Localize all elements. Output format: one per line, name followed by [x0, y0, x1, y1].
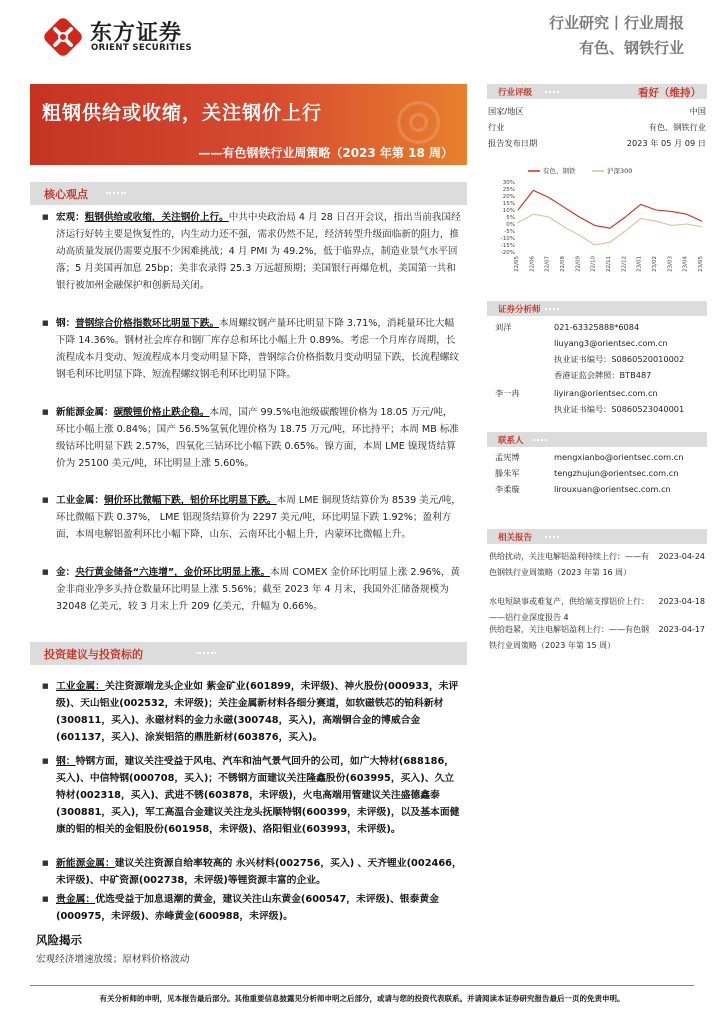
analyst-license: 执业证书编号：S0860520010002 [554, 354, 685, 364]
y-tick-label: -10% [500, 236, 515, 242]
footer-disclaimer: 有关分析师的申明，见本报告最后部分。其他重要信息披露见分析师申明之后部分，或请与您的投资代表联系。并请阅读本证券研究报告最后一页的免责申明。 [30, 985, 694, 1004]
invest-point: ■ 工业金属：关注资源端龙头企业如 紫金矿业(601899，未评级)、神火股份(000933，未评级)、天山铝业(002532，未评级)；关注金属新材料各细分赛道，如软磁铁芯的铂科新材(300811，买入)、永磁材料的金力永磁(300748，买入)，高端铜合金的博威合金(601137，买入)、涂炭铝箔的鼎胜新材(603876，买入)。 [42, 678, 462, 746]
info-row: 行业 有色、钢铁行业 [488, 122, 706, 132]
core-point-text: 本周 COMEX 金价环比明显上涨 2.96%，黄金非商业净多头持仓数量环比明显上涨 5.56%；截至 2023 年 4 月末，我国外汇储备规模为 32048 亿美元，较 3 月末上升 209 亿美元，升幅为 0.66%。 [56, 567, 461, 612]
contacts-header [487, 432, 707, 447]
y-tick-label: 10% [502, 208, 515, 214]
contact-name: 滕朱军 [495, 468, 520, 478]
x-tick-label: 22/12 [621, 256, 628, 272]
series-line [518, 214, 702, 245]
core-point: ■ 金：央行黄金储备“六连增”，金价环比明显上涨。本周 COMEX 金价环比明显上涨 2.96%，黄金非商业净多头持仓数量环比明显上涨 5.56%；截至 2023 年 4 月末，我国外汇储备规模为 32048 亿美元，较 3 月末上升 209 亿美元，升幅为 0.66%。 [42, 564, 462, 615]
core-point-key: 粗钢供给或收缩，关注钢价上行。 [84, 212, 229, 223]
section-invest-title: 投资建议与投资标的 [44, 648, 143, 661]
core-point: ■ 新能源金属：碳酸锂价格止跌企稳。本周，国产 99.5%电池级碳酸锂价格为 18.05 万元/吨，环比小幅上涨 0.84%；国产 56.5%氢氧化锂价格为 18.75 万元/吨，环比持平；本周 MB 标准级钴环比明显下跌 2.57%，四氧化三钴环比小幅下跌 0.65%。镍方面，本周 LME 镍现货结算价为 25100 美元/吨，环比明显上涨 5.60%。 [42, 404, 462, 472]
x-tick-label: 23/04 [682, 256, 689, 272]
logo-en: ORIENT SECURITIES [91, 43, 193, 53]
contact-email[interactable]: lirouxuan@orientsec.com.cn [554, 484, 671, 494]
invest-point: ■ 贵金属：优选受益于加息退潮的黄金，建议关注山东黄金(600547，未评级)、银泰黄金(000975，未评级)、赤峰黄金(600988，未评级)。 [42, 891, 462, 925]
y-tick-label: 30% [502, 180, 515, 186]
analyst-email[interactable]: liyiran@orientsec.com.cn [554, 388, 658, 398]
section-core-title: 核心观点 [44, 188, 88, 201]
performance-chart [488, 162, 706, 284]
analyst-name: 刘洋 [495, 322, 512, 332]
x-tick-label: 23/03 [667, 256, 674, 272]
analysts-header [487, 301, 707, 316]
related-report-date: 2023-04-18 [658, 597, 705, 606]
analysts-label: 证券分析师 [498, 305, 541, 315]
analyst-email[interactable]: liuyang3@orientsec.com.cn [554, 338, 668, 348]
page-title: 粗钢供给或收缩，关注钢价上行 [42, 102, 323, 124]
x-tick-label: 22/06 [529, 256, 536, 272]
y-tick-label: 0% [506, 222, 515, 228]
analyst-name: 李一冉 [495, 388, 520, 398]
related-report-date: 2023-04-24 [658, 552, 705, 561]
x-tick-label: 22/09 [575, 256, 582, 272]
y-tick-label: 20% [502, 194, 515, 200]
core-point: ■ 宏观：粗钢供给或收缩，关注钢价上行。中共中央政治局 4 月 28 日召开会议，指出当前我国经济运行好转主要是恢复性的，内生动力还不强，需求仍然不足，经济转型升级面临新的阻力，推动高质量发展仍需要克服不少困难挑战；4 月 PMI 为 49.2%，低于临界点，制造业景气水平回落；5 月美国再加息 25bp；美非农录得 25.3 万远超预期；美国银行再爆危机，美国第一共和银行被加州金融保护和创新局关闭。 [42, 209, 462, 294]
core-point-text: 本周螺纹钢产量环比明显下降 3.71%，消耗量环比大幅下降 14.36%。钢材社会库存和钢厂库存总和环比小幅上升 0.89%。考虑一个月库存周期，长流程成本月变动、短流程成本月变动明显下降，普钢综合价格指数月变动明显下跌，长流程螺纹钢毛利环比明显下降、短流程螺纹钢毛利环比明显下降。 [56, 318, 459, 380]
risk-title: 风险揭示 [36, 933, 82, 947]
y-tick-label: -5% [504, 229, 515, 235]
title-banner [30, 84, 467, 165]
banner-decoration-icon: ◎ [394, 86, 443, 151]
series-line [518, 190, 702, 228]
x-tick-label: 22/11 [606, 256, 612, 272]
core-point: ■ 工业金属：铜价环比微幅下跌，铝价环比明显下跌。本周 LME 铜现货结算价为 8539 美元/吨，环比微幅下跌 0.37%， LME 铝现货结算价为 2297 美元/吨，环比明显下跌 1.92%；盈利方面，本周电解铝盈利环比小幅下降，山东、云南环比小幅上升，内蒙环比微幅上升。 [42, 492, 462, 543]
contact-name: 孟宪博 [495, 452, 520, 462]
x-tick-label: 22/10 [590, 256, 597, 272]
x-tick-label: 22/05 [514, 256, 520, 272]
section-dots [196, 652, 216, 655]
page-subtitle: ——有色钢铁行业周策略（2023 年第 18 周） [198, 146, 453, 160]
rating-header [487, 84, 707, 99]
invest-point-text: 特钢方面，建议关注受益于风电、汽车和油气景气回升的公司，如广大特材(688186，买入)、中信特钢(000708，买入)；不锈钢方面建议关注隆鑫股份(603995，买入)、久立特材(002318，买入)、武进不锈(603878，未评级)，火电高端用管建议关注盛德鑫泰(300881，买入)，军工高温合金建议关注龙头抚顺特钢(600399，未评级)，以及基本面健康的钼的相关的金钼股份(601958，未评级)、洛阳钼业(603993，未评级)。 [56, 756, 460, 835]
y-tick-label: -15% [500, 243, 515, 249]
x-tick-label: 22/08 [560, 256, 566, 272]
related-report[interactable] [489, 622, 707, 654]
related-label: 相关报告 [498, 533, 533, 543]
section-dots [545, 91, 559, 93]
x-tick-label: 23/01 [636, 256, 643, 272]
legend-label: 有色、钢铁 [543, 167, 576, 175]
related-report-title[interactable]: 供给扰动，关注电解铝盈利持续上行：——有色钢铁行业周策略（2023 年第 16 周） [489, 552, 649, 577]
contacts-label: 联系人 [498, 436, 524, 446]
section-invest-header [30, 642, 467, 665]
related-report-title[interactable]: 水电短缺事或难复产，供给端支撑铝价上行：——铝行业深度报告 4 [489, 597, 649, 622]
y-tick-label: -20% [500, 250, 515, 256]
contact-email[interactable]: mengxianbo@orientsec.com.cn [554, 452, 684, 462]
core-point-key: 普钢综合价格指数环比明显下跌。 [75, 318, 220, 329]
analyst-hk-license: 香港证监会牌照：BTB487 [554, 370, 652, 380]
invest-point: ■ 钢：特钢方面，建议关注受益于风电、汽车和油气景气回升的公司，如广大特材(688186，买入)、中信特钢(000708，买入)；不锈钢方面建议关注隆鑫股份(603995，买入)、久立特材(002318，买入)、武进不锈(603878，未评级)，火电高端用管建议关注盛德鑫泰(300881，买入)，军工高温合金建议关注龙头抚顺特钢(600399，未评级)，以及基本面健康的钼的相关的金钼股份(601958，未评级)、洛阳钼业(603993，未评级)。 [42, 753, 462, 838]
x-tick-label: 23/05 [698, 256, 704, 272]
logo-cn: 东方证券 [90, 21, 183, 46]
analyst-phone: 021-63325888*6084 [554, 322, 640, 332]
x-tick-label: 22/07 [544, 256, 551, 272]
analyst-license: 执业证书编号：S0860523040001 [554, 404, 685, 414]
x-tick-label: 23/02 [652, 256, 658, 272]
info-row: 国家/地区 中国 [488, 106, 706, 116]
contact-email[interactable]: tengzhujun@orientsec.com.cn [554, 468, 679, 478]
section-dots [106, 192, 126, 195]
core-point: ■ 钢：普钢综合价格指数环比明显下跌。本周螺纹钢产量环比明显下降 3.71%，消耗量环比大幅下降 14.36%。钢材社会库存和钢厂库存总和环比小幅上升 0.89%。考虑一个月库存周期，长流程成本月变动、短流程成本月变动明显下降，普钢综合价格指数月变动明显下跌，长流程螺纹钢毛利环比明显下降、短流程螺纹钢毛利环比明显下降。 [42, 315, 462, 383]
contact-name: 李柔璇 [495, 484, 520, 494]
related-report-title[interactable]: 供给趋紧，关注电解铝盈利上行：——有色钢铁行业周策略（2023 年第 15 周） [489, 625, 649, 650]
related-report[interactable] [489, 549, 707, 581]
related-header [487, 529, 707, 544]
section-dots [545, 536, 559, 538]
y-tick-label: 5% [506, 215, 515, 221]
y-tick-label: 15% [502, 201, 515, 207]
core-point-text: 本周 LME 铜现货结算价为 8539 美元/吨，环比微幅下跌 0.37%， LME 铝现货结算价为 2297 美元/吨，环比明显下跌 1.92%；盈利方面，本周电解铝盈利环比小幅下降，山东、云南环比小幅上升，内蒙环比微幅上升。 [56, 495, 461, 540]
invest-point: ■ 新能源金属：建议关注资源自给率较高的 永兴材料(002756，买入) 、天齐锂业(002466，未评级)、中矿资源(002738，未评级)等锂资源丰富的企业。 [42, 855, 462, 889]
report-industry: 有色、钢铁行业 [578, 39, 684, 57]
report-type: 行业研究丨行业周报 [548, 14, 684, 32]
page-header [0, 0, 724, 70]
company-logo-icon [44, 18, 82, 56]
section-dots [545, 308, 559, 310]
rating-value: 看好（维持） [638, 87, 701, 99]
invest-point-text: 关注资源端龙头企业如 紫金矿业(601899，未评级)、神火股份(000933，未评级)、天山铝业(002532，未评级)；关注金属新材料各细分赛道，如软磁铁芯的铂科新材(300811，买入)、永磁材料的金力永磁(300748，买入)，高端铜合金的博威合金(601137，买入)、涂炭铝箔的鼎胜新材(603876，买入)。 [56, 681, 459, 743]
core-point-key: 碳酸锂价格止跌企稳。 [113, 407, 210, 418]
section-core-header [30, 182, 467, 205]
legend-label: 沪深300 [607, 167, 633, 175]
rating-label: 行业评级 [498, 88, 533, 98]
invest-point-text: 优选受益于加息退潮的黄金，建议关注山东黄金(600547，未评级)、银泰黄金(000975，未评级)、赤峰黄金(600988，未评级)。 [56, 894, 439, 922]
related-report-date: 2023-04-17 [658, 625, 705, 634]
risk-text: 宏观经济增速放缓；原材料价格波动 [36, 954, 190, 965]
info-row: 报告发布日期 2023 年 05 月 09 日 [488, 138, 706, 148]
core-point-key: 铜价环比微幅下跌，铝价环比明显下跌。 [103, 495, 277, 506]
core-point-key: 央行黄金储备“六连增”，金价环比明显上涨。 [75, 567, 271, 578]
core-point-text: 本周，国产 99.5%电池级碳酸锂价格为 18.05 万元/吨，环比小幅上涨 0.84%；国产 56.5%氢氧化锂价格为 18.75 万元/吨，环比持平；本周 MB 标准级钴环比明显下跌 2.57%，四氧化三钴环比小幅下跌 0.65%。镍方面，本周 LME 镍现货结算价为 25100 美元/吨，环比明显上涨 5.60%。 [56, 407, 460, 469]
y-tick-label: 25% [502, 187, 515, 193]
section-dots [533, 439, 547, 441]
invest-point-text: 建议关注资源自给率较高的 永兴材料(002756，买入) 、天齐锂业(002466，未评级)、中矿资源(002738，未评级)等锂资源丰富的企业。 [56, 858, 462, 886]
core-point-text: 中共中央政治局 4 月 28 日召开会议，指出当前我国经济运行好转主要是恢复性的，内生动力还不强，需求仍然不足，经济转型升级面临新的阻力，推动高质量发展仍需要克服不少困难挑战；4 月 PMI 为 49.2%，低于临界点，制造业景气水平回落；5 月美国再加息 25bp；美非农录得 25.3 万远超预期；美国银行再爆危机，美国第一共和银行被加州金融保护和创新局关闭。 [56, 212, 461, 291]
